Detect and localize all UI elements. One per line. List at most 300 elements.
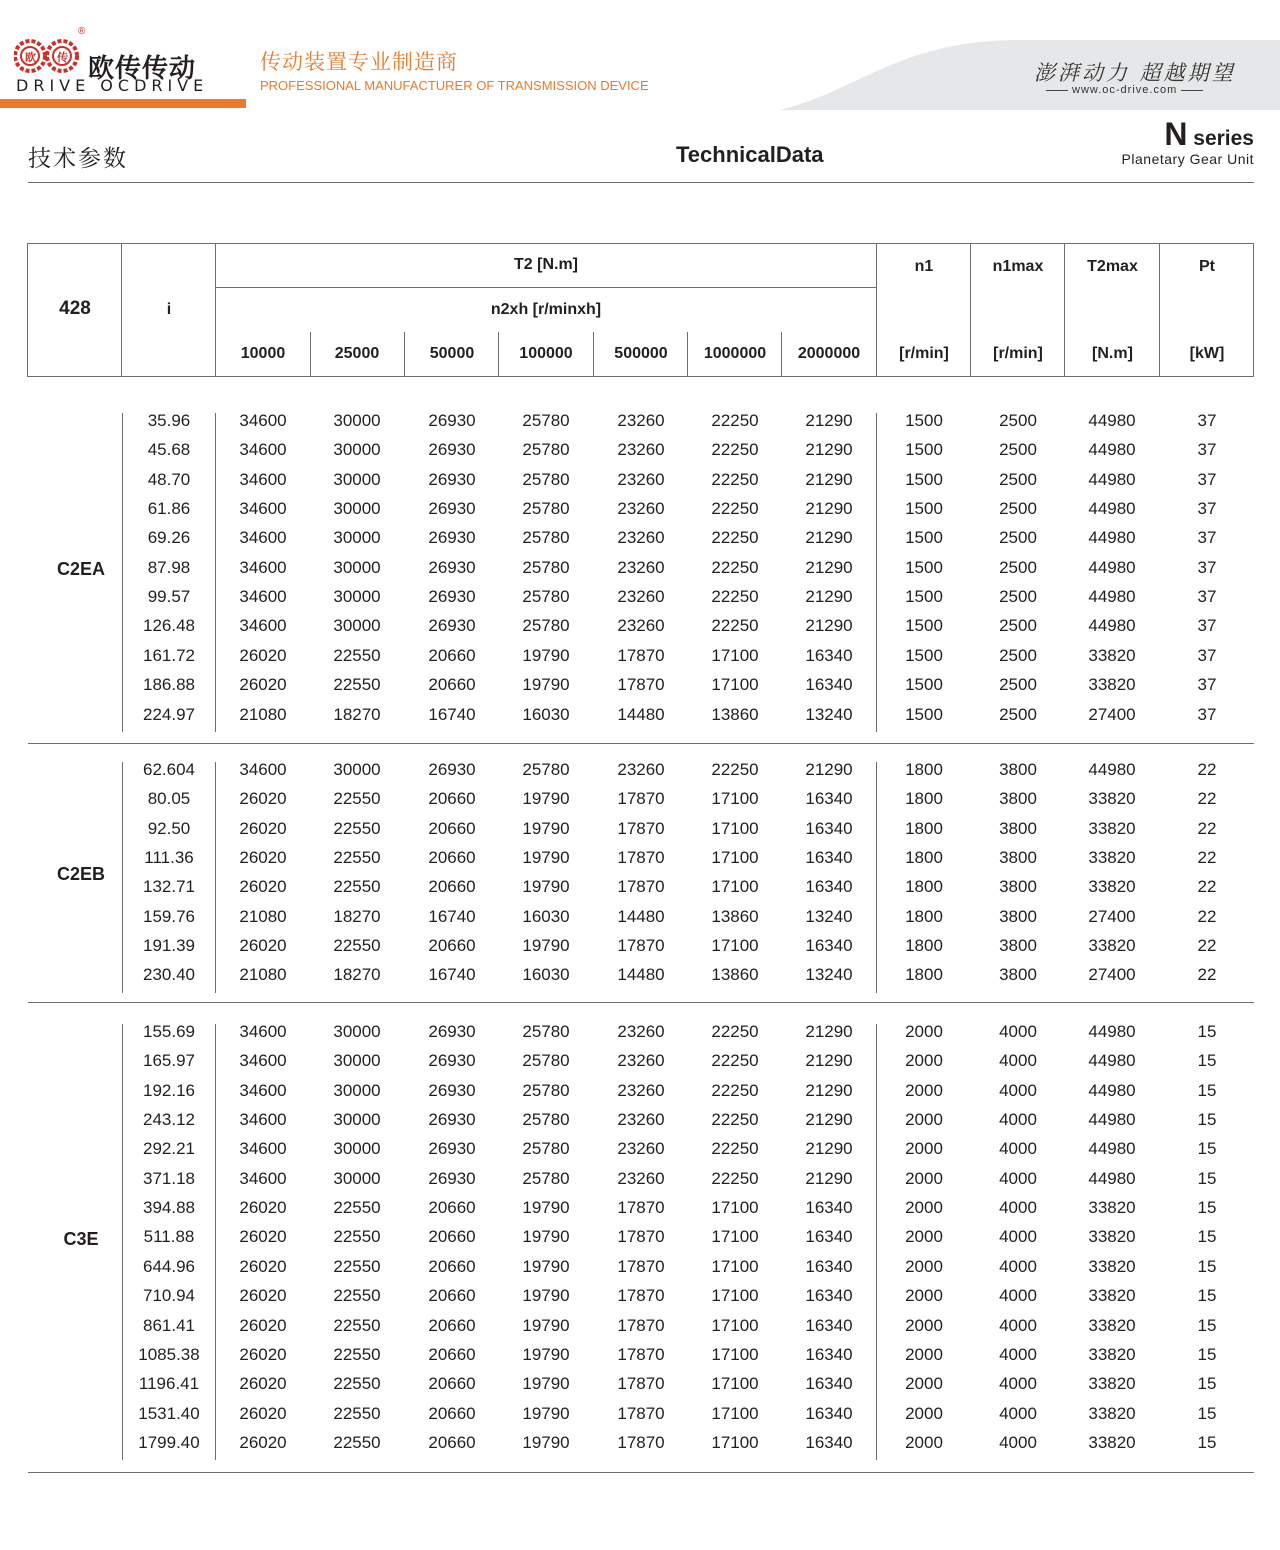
table-cell: 26020 bbox=[239, 1227, 287, 1247]
table-cell: 30000 bbox=[333, 587, 381, 607]
table-cell: 20660 bbox=[428, 1227, 476, 1247]
table-cell: 20660 bbox=[428, 1344, 476, 1364]
table-cell: 21290 bbox=[805, 1022, 853, 1041]
table-cell: 1500 bbox=[905, 616, 943, 636]
table-cell: 26930 bbox=[428, 499, 476, 519]
table-cell: 21290 bbox=[805, 587, 853, 607]
table-cell: 17870 bbox=[617, 818, 665, 838]
table-cell: 13860 bbox=[711, 965, 759, 985]
table-cell: 2500 bbox=[999, 440, 1037, 460]
table-cell: 1500 bbox=[905, 675, 943, 695]
table-cell: 710.94 bbox=[143, 1286, 195, 1306]
table-cell: 25780 bbox=[522, 1051, 570, 1071]
table-cell: 20660 bbox=[428, 877, 476, 897]
table-cell: 22550 bbox=[333, 1256, 381, 1276]
table-cell: 33820 bbox=[1088, 789, 1136, 809]
table-cell: 22250 bbox=[711, 587, 759, 607]
table-cell: 27400 bbox=[1088, 906, 1136, 926]
hour-column-header: 1000000 bbox=[703, 345, 767, 362]
table-cell: 21080 bbox=[239, 906, 287, 926]
table-cell: 22250 bbox=[711, 616, 759, 636]
group-name: C2EB bbox=[56, 864, 105, 885]
table-cell: 22250 bbox=[711, 1080, 759, 1100]
table-cell: 17870 bbox=[617, 789, 665, 809]
table-cell: 61.86 bbox=[147, 499, 191, 519]
table-cell: 30000 bbox=[333, 1022, 381, 1041]
table-cell: 22550 bbox=[333, 1227, 381, 1247]
table-cell: 1800 bbox=[905, 906, 943, 926]
table-cell: 1500 bbox=[905, 499, 943, 519]
table-cell: 23260 bbox=[617, 760, 665, 779]
table-cell: 26020 bbox=[239, 1256, 287, 1276]
table-cell: 15 bbox=[1197, 1315, 1217, 1335]
table-cell: 22550 bbox=[333, 1315, 381, 1335]
table-cell: 44980 bbox=[1088, 411, 1136, 430]
table-cell: 18270 bbox=[333, 965, 381, 985]
table-cell: 186.88 bbox=[143, 675, 195, 695]
table-cell: 21290 bbox=[805, 528, 853, 548]
table-cell: 20660 bbox=[428, 1403, 476, 1423]
table-cell: 44980 bbox=[1088, 1139, 1136, 1159]
table-cell: 16340 bbox=[805, 877, 853, 897]
table-cell: 20660 bbox=[428, 789, 476, 809]
table-cell: 80.05 bbox=[147, 789, 191, 809]
slogan-en: PROFESSIONAL MANUFACTURER OF TRANSMISSION DEVICE bbox=[260, 78, 649, 93]
table-cell: 34600 bbox=[239, 440, 287, 460]
table-cell: 34600 bbox=[239, 587, 287, 607]
table-cell: 44980 bbox=[1088, 616, 1136, 636]
table-cell: 99.57 bbox=[147, 587, 191, 607]
table-cell: 2000 bbox=[905, 1374, 943, 1394]
table-cell: 45.68 bbox=[147, 440, 191, 460]
table-cell: 22250 bbox=[711, 1168, 759, 1188]
table-cell: 20660 bbox=[428, 1256, 476, 1276]
table-cell: 3800 bbox=[999, 818, 1037, 838]
motto-cn: 澎湃动力 超越期望 bbox=[1034, 61, 1236, 85]
table-cell: 22 bbox=[1197, 818, 1217, 838]
table-cell: 33820 bbox=[1088, 1344, 1136, 1364]
table-cell: 4000 bbox=[999, 1139, 1037, 1159]
table-cell: 15 bbox=[1197, 1227, 1217, 1247]
table-cell: 1500 bbox=[905, 440, 943, 460]
table-cell: 34600 bbox=[239, 616, 287, 636]
table-cell: 23260 bbox=[617, 411, 665, 430]
table-cell: 34600 bbox=[239, 469, 287, 489]
table-cell: 17100 bbox=[711, 1432, 759, 1452]
table-cell: 2000 bbox=[905, 1080, 943, 1100]
pt-header: Pt bbox=[1199, 258, 1215, 275]
table-cell: 22250 bbox=[711, 528, 759, 548]
table-cell: 30000 bbox=[333, 1168, 381, 1188]
table-cell: 23260 bbox=[617, 1110, 665, 1130]
table-cell: 2000 bbox=[905, 1344, 943, 1364]
table-cell: 44980 bbox=[1088, 1168, 1136, 1188]
table-cell: 33820 bbox=[1088, 1256, 1136, 1276]
header-subdivider bbox=[215, 287, 877, 288]
table-cell: 16740 bbox=[428, 704, 476, 724]
header-top-border bbox=[27, 243, 1254, 244]
table-cell: 17870 bbox=[617, 1198, 665, 1218]
table-cell: 30000 bbox=[333, 528, 381, 548]
table-cell: 37 bbox=[1197, 675, 1217, 695]
table-cell: 4000 bbox=[999, 1080, 1037, 1100]
table-cell: 511.88 bbox=[143, 1227, 195, 1247]
table-cell: 4000 bbox=[999, 1374, 1037, 1394]
table-cell: 37 bbox=[1197, 499, 1217, 519]
table-cell: 16740 bbox=[428, 965, 476, 985]
table-cell: 44980 bbox=[1088, 1022, 1136, 1041]
table-cell: 17870 bbox=[617, 645, 665, 665]
table-cell: 26020 bbox=[239, 1286, 287, 1306]
table-cell: 17100 bbox=[711, 675, 759, 695]
table-cell: 44980 bbox=[1088, 1080, 1136, 1100]
table-cell: 44980 bbox=[1088, 499, 1136, 519]
table-cell: 30000 bbox=[333, 1080, 381, 1100]
table-cell: 26020 bbox=[239, 1315, 287, 1335]
table-cell: 26930 bbox=[428, 760, 476, 779]
table-cell: 16340 bbox=[805, 645, 853, 665]
model-number: 428 bbox=[59, 298, 91, 319]
table-cell: 21290 bbox=[805, 1080, 853, 1100]
table-cell: 13860 bbox=[711, 906, 759, 926]
table-cell: 1800 bbox=[905, 848, 943, 868]
table-cell: 15 bbox=[1197, 1344, 1217, 1364]
table-cell: 15 bbox=[1197, 1110, 1217, 1130]
table-cell: 1800 bbox=[905, 760, 943, 779]
table-cell: 19790 bbox=[522, 1286, 570, 1306]
table-cell: 292.21 bbox=[143, 1139, 195, 1159]
table-cell: 30000 bbox=[333, 760, 381, 779]
table-cell: 23260 bbox=[617, 616, 665, 636]
table-cell: 19790 bbox=[522, 1403, 570, 1423]
table-cell: 22550 bbox=[333, 877, 381, 897]
table-cell: 644.96 bbox=[143, 1256, 195, 1276]
table-cell: 13240 bbox=[805, 906, 853, 926]
table-cell: 23260 bbox=[617, 469, 665, 489]
table-cell: 48.70 bbox=[147, 469, 191, 489]
hour-column-header: 100000 bbox=[519, 345, 573, 362]
table-cell: 161.72 bbox=[143, 645, 195, 665]
table-cell: 21080 bbox=[239, 965, 287, 985]
table-cell: 33820 bbox=[1088, 1198, 1136, 1218]
table-cell: 44980 bbox=[1088, 528, 1136, 548]
table-cell: 1800 bbox=[905, 936, 943, 956]
table-cell: 16340 bbox=[805, 1198, 853, 1218]
table-cell: 22250 bbox=[711, 760, 759, 779]
table-cell: 4000 bbox=[999, 1227, 1037, 1247]
table-cell: 16340 bbox=[805, 1256, 853, 1276]
table-cell: 26930 bbox=[428, 616, 476, 636]
table-cell: 19790 bbox=[522, 789, 570, 809]
n1-header: n1 bbox=[914, 258, 934, 275]
table-cell: 18270 bbox=[333, 906, 381, 926]
table-cell: 44980 bbox=[1088, 440, 1136, 460]
table-cell: 111.36 bbox=[144, 848, 194, 868]
table-cell: 26930 bbox=[428, 1022, 476, 1041]
table-cell: 26930 bbox=[428, 469, 476, 489]
table-cell: 26930 bbox=[428, 1080, 476, 1100]
table-cell: 37 bbox=[1197, 557, 1217, 577]
table-cell: 23260 bbox=[617, 1051, 665, 1071]
table-cell: 22 bbox=[1197, 906, 1217, 926]
table-cell: 15 bbox=[1197, 1256, 1217, 1276]
table-cell: 22 bbox=[1197, 936, 1217, 956]
table-cell: 132.71 bbox=[143, 877, 195, 897]
table-cell: 26930 bbox=[428, 440, 476, 460]
table-cell: 17100 bbox=[711, 1403, 759, 1423]
table-cell: 19790 bbox=[522, 1315, 570, 1335]
table-cell: 17100 bbox=[711, 1227, 759, 1247]
table-cell: 1500 bbox=[905, 587, 943, 607]
table-cell: 19790 bbox=[522, 645, 570, 665]
table-cell: 17870 bbox=[617, 1315, 665, 1335]
table-cell: 4000 bbox=[999, 1022, 1037, 1041]
table-cell: 126.48 bbox=[143, 616, 195, 636]
group-separator bbox=[28, 1472, 1254, 1473]
table-cell: 17870 bbox=[617, 1432, 665, 1452]
table-cell: 3800 bbox=[999, 760, 1037, 779]
table-cell: 26930 bbox=[428, 1110, 476, 1130]
table-cell: 243.12 bbox=[143, 1110, 195, 1130]
table-cell: 20660 bbox=[428, 848, 476, 868]
table-cell: 20660 bbox=[428, 675, 476, 695]
table-cell: 34600 bbox=[239, 411, 287, 430]
table-cell: 17100 bbox=[711, 848, 759, 868]
table-cell: 44980 bbox=[1088, 469, 1136, 489]
table-cell: 16340 bbox=[805, 936, 853, 956]
table-cell: 21080 bbox=[239, 704, 287, 724]
table-cell: 22550 bbox=[333, 1432, 381, 1452]
table-cell: 1085.38 bbox=[138, 1344, 200, 1364]
table-cell: 159.76 bbox=[143, 906, 195, 926]
table-cell: 20660 bbox=[428, 1198, 476, 1218]
table-cell: 22 bbox=[1197, 789, 1217, 809]
table-cell: 2000 bbox=[905, 1403, 943, 1423]
table-cell: 26020 bbox=[239, 848, 287, 868]
table-cell: 30000 bbox=[333, 440, 381, 460]
group-name: C2EA bbox=[56, 559, 105, 580]
table-cell: 1800 bbox=[905, 818, 943, 838]
svg-text:欧: 欧 bbox=[25, 52, 36, 64]
table-cell: 19790 bbox=[522, 1374, 570, 1394]
table-cell: 25780 bbox=[522, 616, 570, 636]
table-cell: 16340 bbox=[805, 818, 853, 838]
table-cell: 26020 bbox=[239, 675, 287, 695]
table-cell: 34600 bbox=[239, 1080, 287, 1100]
table-cell: 22250 bbox=[711, 499, 759, 519]
table-cell: 26020 bbox=[239, 818, 287, 838]
hour-column-header: 2000000 bbox=[797, 345, 861, 362]
table-cell: 16030 bbox=[522, 704, 570, 724]
table-cell: 22550 bbox=[333, 789, 381, 809]
table-cell: 22 bbox=[1197, 965, 1217, 985]
table-cell: 69.26 bbox=[147, 528, 191, 548]
table-cell: 16340 bbox=[805, 789, 853, 809]
table-cell: 37 bbox=[1197, 587, 1217, 607]
table-cell: 26020 bbox=[239, 1374, 287, 1394]
table-cell: 37 bbox=[1197, 616, 1217, 636]
table-cell: 191.39 bbox=[143, 936, 195, 956]
table-cell: 25780 bbox=[522, 1139, 570, 1159]
table-cell: 2000 bbox=[905, 1139, 943, 1159]
table-cell: 4000 bbox=[999, 1110, 1037, 1130]
website-link[interactable]: www.oc-drive.com bbox=[1042, 84, 1207, 96]
table-cell: 1500 bbox=[905, 411, 943, 430]
table-cell: 2500 bbox=[999, 616, 1037, 636]
table-cell: 35.96 bbox=[147, 411, 191, 430]
table-cell: 1500 bbox=[905, 557, 943, 577]
table-cell: 4000 bbox=[999, 1403, 1037, 1423]
table-cell: 19790 bbox=[522, 1256, 570, 1276]
table-cell: 2000 bbox=[905, 1432, 943, 1452]
table-cell: 15 bbox=[1197, 1286, 1217, 1306]
table-cell: 4000 bbox=[999, 1315, 1037, 1335]
table-cell: 27400 bbox=[1088, 965, 1136, 985]
table-cell: 22250 bbox=[711, 557, 759, 577]
page-title-cn: 技术参数 bbox=[28, 146, 128, 172]
table-cell: 22 bbox=[1197, 877, 1217, 897]
table-cell: 20660 bbox=[428, 818, 476, 838]
table-cell: 16340 bbox=[805, 675, 853, 695]
table-cell: 34600 bbox=[239, 557, 287, 577]
table-cell: 4000 bbox=[999, 1286, 1037, 1306]
table-cell: 30000 bbox=[333, 1139, 381, 1159]
table-cell: 17100 bbox=[711, 645, 759, 665]
table-cell: 17870 bbox=[617, 877, 665, 897]
table-cell: 155.69 bbox=[143, 1022, 195, 1041]
table-cell: 3800 bbox=[999, 877, 1037, 897]
table-cell: 20660 bbox=[428, 1374, 476, 1394]
table-cell: 16340 bbox=[805, 1227, 853, 1247]
table-cell: 30000 bbox=[333, 1110, 381, 1130]
table-cell: 17870 bbox=[617, 1286, 665, 1306]
table-cell: 2000 bbox=[905, 1110, 943, 1130]
table-cell: 34600 bbox=[239, 499, 287, 519]
t2max-unit: [N.m] bbox=[1092, 345, 1133, 362]
table-cell: 33820 bbox=[1088, 1432, 1136, 1452]
table-cell: 17100 bbox=[711, 818, 759, 838]
table-cell: 2000 bbox=[905, 1256, 943, 1276]
table-cell: 17870 bbox=[617, 675, 665, 695]
table-cell: 30000 bbox=[333, 469, 381, 489]
table-cell: 26930 bbox=[428, 1139, 476, 1159]
n1max-unit: [r/min] bbox=[993, 345, 1043, 362]
table-cell: 21290 bbox=[805, 499, 853, 519]
hour-column-header: 10000 bbox=[240, 345, 286, 362]
brand-name-cn: 欧传传动 bbox=[88, 54, 197, 84]
table-cell: 16340 bbox=[805, 1432, 853, 1452]
t2-header: T2 [N.m] bbox=[514, 256, 578, 273]
table-cell: 3800 bbox=[999, 906, 1037, 926]
table-cell: 20660 bbox=[428, 1315, 476, 1335]
table-cell: 26020 bbox=[239, 1344, 287, 1364]
table-cell: 16340 bbox=[805, 1374, 853, 1394]
table-cell: 2000 bbox=[905, 1198, 943, 1218]
table-cell: 4000 bbox=[999, 1051, 1037, 1071]
table-cell: 1500 bbox=[905, 528, 943, 548]
table-cell: 17870 bbox=[617, 1227, 665, 1247]
table-cell: 17100 bbox=[711, 1198, 759, 1218]
svg-text:传: 传 bbox=[57, 52, 68, 64]
table-cell: 4000 bbox=[999, 1168, 1037, 1188]
table-cell: 33820 bbox=[1088, 936, 1136, 956]
table-cell: 25780 bbox=[522, 499, 570, 519]
n2xh-header: n2xh [r/minxh] bbox=[490, 301, 602, 318]
slogan-cn: 传动装置专业制造商 bbox=[260, 50, 458, 74]
table-cell: 17870 bbox=[617, 848, 665, 868]
table-cell: 21290 bbox=[805, 469, 853, 489]
table-cell: 33820 bbox=[1088, 1286, 1136, 1306]
table-cell: 33820 bbox=[1088, 848, 1136, 868]
table-cell: 17100 bbox=[711, 789, 759, 809]
table-cell: 2000 bbox=[905, 1286, 943, 1306]
table-cell: 1531.40 bbox=[138, 1403, 200, 1423]
registered-mark: ® bbox=[78, 26, 86, 37]
table-cell: 19790 bbox=[522, 675, 570, 695]
table-cell: 34600 bbox=[239, 1110, 287, 1130]
table-cell: 19790 bbox=[522, 1344, 570, 1364]
table-cell: 17870 bbox=[617, 1256, 665, 1276]
table-cell: 15 bbox=[1197, 1051, 1217, 1071]
table-cell: 17100 bbox=[711, 1286, 759, 1306]
table-cell: 16030 bbox=[522, 906, 570, 926]
table-cell: 22550 bbox=[333, 1403, 381, 1423]
table-cell: 15 bbox=[1197, 1403, 1217, 1423]
ratio-header: i bbox=[166, 301, 172, 318]
table-cell: 20660 bbox=[428, 936, 476, 956]
table-cell: 44980 bbox=[1088, 1110, 1136, 1130]
table-cell: 23260 bbox=[617, 587, 665, 607]
table-cell: 15 bbox=[1197, 1022, 1217, 1041]
table-cell: 17100 bbox=[711, 1315, 759, 1335]
table-cell: 4000 bbox=[999, 1198, 1037, 1218]
table-cell: 33820 bbox=[1088, 1227, 1136, 1247]
table-cell: 224.97 bbox=[143, 704, 195, 724]
table-cell: 2500 bbox=[999, 587, 1037, 607]
table-cell: 1800 bbox=[905, 877, 943, 897]
table-cell: 21290 bbox=[805, 760, 853, 779]
table-cell: 23260 bbox=[617, 557, 665, 577]
table-cell: 2000 bbox=[905, 1168, 943, 1188]
table-cell: 16030 bbox=[522, 965, 570, 985]
n1-unit: [r/min] bbox=[899, 345, 949, 362]
table-cell: 21290 bbox=[805, 557, 853, 577]
table-cell: 44980 bbox=[1088, 760, 1136, 779]
table-cell: 20660 bbox=[428, 645, 476, 665]
table-cell: 34600 bbox=[239, 1051, 287, 1071]
table-cell: 62.604 bbox=[143, 760, 195, 779]
table-cell: 22550 bbox=[333, 1344, 381, 1364]
table-cell: 27400 bbox=[1088, 704, 1136, 724]
table-cell: 23260 bbox=[617, 1168, 665, 1188]
table-cell: 26020 bbox=[239, 936, 287, 956]
table-cell: 1799.40 bbox=[138, 1432, 200, 1452]
table-cell: 17870 bbox=[617, 1403, 665, 1423]
table-cell: 2500 bbox=[999, 499, 1037, 519]
table-cell: 25780 bbox=[522, 557, 570, 577]
hour-column-header: 25000 bbox=[334, 345, 380, 362]
table-cell: 25780 bbox=[522, 411, 570, 430]
table-cell: 37 bbox=[1197, 645, 1217, 665]
table-cell: 26930 bbox=[428, 557, 476, 577]
table-cell: 20660 bbox=[428, 1286, 476, 1306]
table-cell: 33820 bbox=[1088, 645, 1136, 665]
page-title-en: TechnicalData bbox=[676, 142, 824, 167]
brand-name-en: DRIVE OCDRIVE bbox=[16, 76, 209, 95]
table-cell: 2500 bbox=[999, 645, 1037, 665]
table-cell: 23260 bbox=[617, 528, 665, 548]
table-cell: 25780 bbox=[522, 760, 570, 779]
